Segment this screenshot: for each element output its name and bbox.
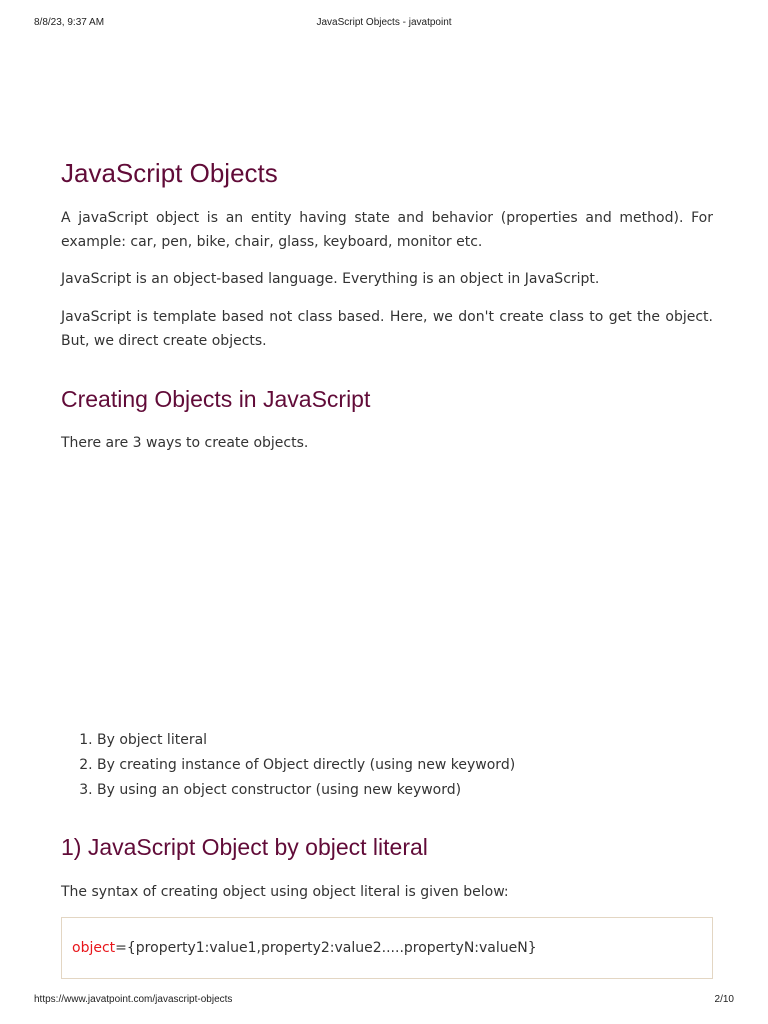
code-block <box>61 917 713 979</box>
print-datetime: 8/8/23, 9:37 AM <box>34 17 105 28</box>
list-item: 1. By object literal <box>97 728 515 753</box>
print-doc-title: JavaScript Objects - javatpoint <box>316 17 452 28</box>
list-item: 2. By creating instance of Object directly (using new keyword) <box>97 753 515 778</box>
intro-paragraph-1: A javaScript object is an entity having state and behavior (properties and method). For example: car, pen, bike, chair, glass, keyboard, monitor etc. <box>61 210 713 250</box>
section-heading-object-literal: 1) JavaScript Object by object literal <box>61 834 428 860</box>
page-number: 2/10 <box>714 994 734 1005</box>
intro-paragraph-2: JavaScript is an object-based language. Everything is an object in JavaScript. <box>61 271 600 287</box>
section-text-ways: There are 3 ways to create objects. <box>61 435 309 451</box>
print-header <box>34 17 734 31</box>
code-keyword: object <box>72 940 116 956</box>
ways-list <box>61 728 515 803</box>
print-url: https://www.javatpoint.com/javascript-objects <box>34 994 233 1005</box>
print-footer <box>34 994 734 1008</box>
list-item: 3. By using an object constructor (using new keyword) <box>97 778 515 803</box>
code-line <box>72 940 537 956</box>
section-text-syntax: The syntax of creating object using object literal is given below: <box>61 884 509 900</box>
page-title: JavaScript Objects <box>61 158 278 188</box>
code-rest: ={property1:value1,property2:value2.....propertyN:valueN} <box>115 940 537 956</box>
intro-paragraph-3: JavaScript is template based not class based. Here, we don't create class to get the object. But, we direct create objects. <box>61 309 713 349</box>
section-heading-creating-objects: Creating Objects in JavaScript <box>61 386 371 412</box>
